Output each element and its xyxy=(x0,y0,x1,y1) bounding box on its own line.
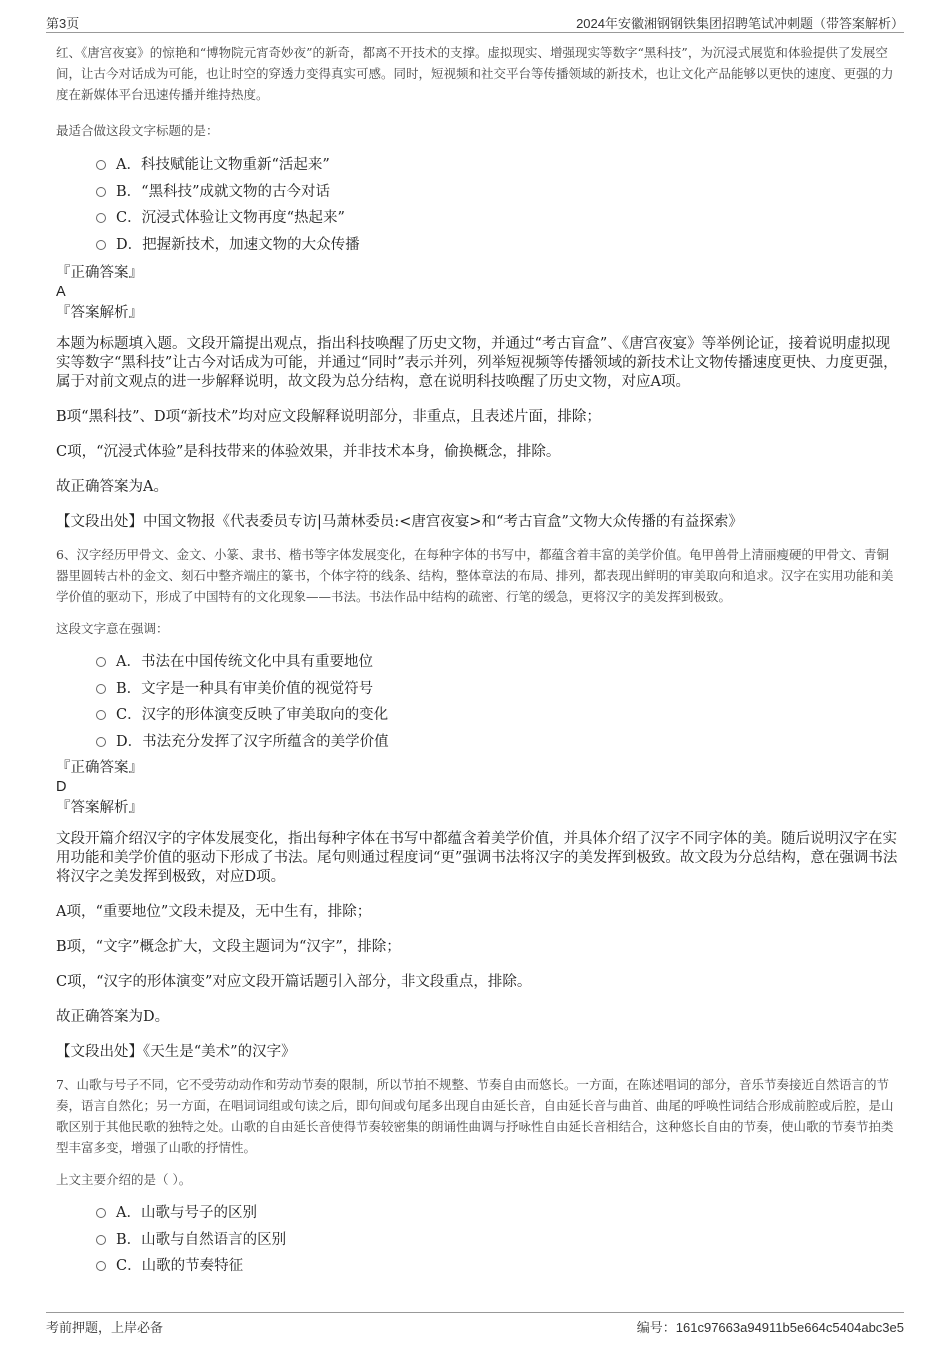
q5-option-b[interactable]: B．“黑科技”成就文物的古今对话 xyxy=(96,179,898,206)
radio-icon[interactable] xyxy=(96,710,106,720)
q7-option-b[interactable]: B．山歌与自然语言的区别 xyxy=(96,1227,898,1254)
radio-icon[interactable] xyxy=(96,1208,106,1218)
radio-icon[interactable] xyxy=(96,684,106,694)
radio-icon[interactable] xyxy=(96,240,106,250)
q6-analysis-conclusion: 故正确答案为D。 xyxy=(56,1009,170,1025)
q7-option-a[interactable]: A．山歌与号子的区别 xyxy=(96,1200,898,1227)
q5-option-c[interactable]: C．沉浸式体验让文物再度“热起来” xyxy=(96,205,898,232)
page-header xyxy=(46,10,904,33)
q6-options xyxy=(56,649,898,755)
q7-prompt: 上文主要介绍的是（ ）。 xyxy=(56,1172,192,1187)
q5-options xyxy=(56,152,898,258)
page-footer xyxy=(46,1312,904,1337)
q5-analysis-conclusion: 故正确答案为A。 xyxy=(56,479,168,495)
radio-icon[interactable] xyxy=(96,213,106,223)
q6-option-a[interactable]: A．书法在中国传统文化中具有重要地位 xyxy=(96,649,898,676)
q7-option-c[interactable]: C．山歌的节奏特征 xyxy=(96,1253,898,1280)
q5-source: 【文段出处】中国文物报《代表委员专访|马萧林委员:<唐宫夜宴>和“考古盲盒”文物大众传播的有益探索》 xyxy=(56,514,743,530)
q6-analysis-b: B项，“文字”概念扩大，文段主题词为“汉字”，排除； xyxy=(56,939,401,955)
radio-icon[interactable] xyxy=(96,187,106,197)
q5-analysis-b: B项“黑科技”、D项“新技术”均对应文段解释说明部分，非重点，且表述片面，排除； xyxy=(56,409,601,425)
radio-icon[interactable] xyxy=(96,737,106,747)
radio-icon[interactable] xyxy=(96,657,106,667)
q6-prompt: 这段文字意在强调： xyxy=(56,621,169,636)
document-title: 2024年安徽湘钢钢铁集团招聘笔试冲刺题（带答案解析） xyxy=(576,16,904,31)
q6-analysis-a: A项，“重要地位”文段未提及，无中生有，排除； xyxy=(56,904,372,920)
q5-prompt: 最适合做这段文字标题的是： xyxy=(56,123,219,138)
footer-slogan: 考前押题，上岸必备 xyxy=(46,1320,164,1335)
q6-option-d[interactable]: D．书法充分发挥了汉字所蕴含的美学价值 xyxy=(96,729,898,756)
document-body xyxy=(56,38,898,1280)
intro-paragraph: 红、《唐宫夜宴》的惊艳和“博物院元宵奇妙夜”的新奇，都离不开技术的支撑。虚拟现实、增强现实等数字“黑科技”，为沉浸式展览和体验提供了发展空间，让古今对话成为可能，也让时空的穿透力变得真实可感。同时，短视频和社交平台等传播领域的新技术，也让文化产品能够以更快的速度、更强的力度在新媒体平台迅速传播并维持热度。 xyxy=(56,45,894,102)
q5-answer: A xyxy=(56,284,66,300)
q5-analysis-main: 本题为标题填入题。文段开篇提出观点，指出科技唤醒了历史文物，并通过“考古盲盒”、《唐宫夜宴》等举例论证，接着说明虚拟现实等数字“黑科技”让古今对话成为可能，并通过“同时”表示并列，列举短视频等传播领域的新技术让文物传播速度更快、力度更强，属于对前文观点的进一步解释说明，故文段为总分结构，意在说明科技唤醒了历史文物，对应A项。 xyxy=(56,336,898,390)
page-number: 第3页 xyxy=(46,16,80,31)
q6-option-b[interactable]: B．文字是一种具有审美价值的视觉符号 xyxy=(96,676,898,703)
q5-analysis-tag: 『答案解析』 xyxy=(56,305,143,321)
q6-analysis-c: C项，“汉字的形体演变”对应文段开篇话题引入部分，非文段重点，排除。 xyxy=(56,974,532,990)
q5-answer-tag: 『正确答案』 xyxy=(56,265,143,281)
q6-source: 【文段出处】《天生是“美术”的汉字》 xyxy=(56,1044,296,1060)
document-id: 编号：161c97663a94911b5e664c5404abc3e5 xyxy=(636,1320,904,1335)
radio-icon[interactable] xyxy=(96,1261,106,1271)
q5-analysis-c: C项，“沉浸式体验”是科技带来的体验效果，并非技术本身，偷换概念，排除。 xyxy=(56,444,561,460)
q6-answer-tag: 『正确答案』 xyxy=(56,760,143,776)
radio-icon[interactable] xyxy=(96,160,106,170)
radio-icon[interactable] xyxy=(96,1235,106,1245)
q6-analysis-tag: 『答案解析』 xyxy=(56,800,143,816)
q6-stem: 6、汉字经历甲骨文、金文、小篆、隶书、楷书等字体发展变化，在每种字体的书写中，都蕴含着丰富的美学价值。龟甲兽骨上清丽瘦硬的甲骨文、青铜器里圆转古朴的金文、刻石中整齐端庄的篆书，个体字符的线条、结构，整体章法的布局、排列，都表现出鲜明的审美取向和追求。汉字在实用功能和美学价值的驱动下，形成了中国特有的文化现象——书法。书法作品中结构的疏密、行笔的缓急，更将汉字的美发挥到极致。 xyxy=(56,547,894,604)
q5-option-a[interactable]: A．科技赋能让文物重新“活起来” xyxy=(96,152,898,179)
q6-analysis-main: 文段开篇介绍汉字的字体发展变化，指出每种字体在书写中都蕴含着美学价值，并具体介绍了汉字不同字体的美。随后说明汉字在实用功能和美学价值的驱动下形成了书法。尾句则通过程度词“更”强调书法将汉字的美发挥到极致。故文段为分总结构，意在强调书法将汉字之美发挥到极致，对应D项。 xyxy=(56,831,898,885)
q7-options xyxy=(56,1200,898,1280)
q6-option-c[interactable]: C．汉字的形体演变反映了审美取向的变化 xyxy=(96,702,898,729)
q7-stem: 7、山歌与号子不同，它不受劳动动作和劳动节奏的限制，所以节拍不规整、节奏自由而悠长。一方面，在陈述唱词的部分，音乐节奏接近自然语言的节奏，语言自然化；另一方面，在唱词词组或句读之后，即句间或句尾多出现自由延长音，自由延长音与曲首、曲尾的呼唤性词结合形成前腔或后腔，是山歌区别于其他民歌的独特之处。山歌的自由延长音使得节奏较密集的朗诵性曲调与抒咏性自由延长音相结合，这种悠长自由的节奏，使山歌的节奏节拍类型丰富多变，增强了山歌的抒情性。 xyxy=(56,1077,894,1155)
q5-option-d[interactable]: D．把握新技术，加速文物的大众传播 xyxy=(96,232,898,259)
q6-answer: D xyxy=(56,779,67,795)
